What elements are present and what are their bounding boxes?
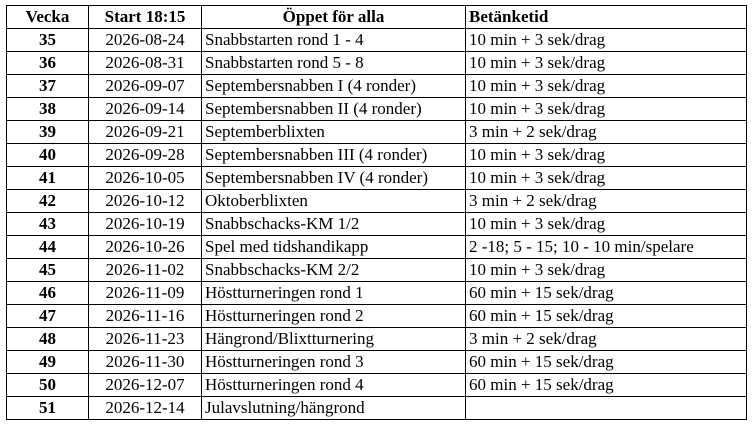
event-cell: Septemberblixten (202, 121, 466, 144)
table-row (7, 351, 747, 374)
table-row (7, 29, 747, 52)
event-cell: Septembersnabben I (4 ronder) (202, 75, 466, 98)
event-cell: Snabbstarten rond 1 - 4 (202, 29, 466, 52)
week-cell: 37 (7, 75, 89, 98)
table-row (7, 236, 747, 259)
table-body (7, 29, 747, 420)
week-cell: 50 (7, 374, 89, 397)
table-header (7, 6, 747, 29)
event-cell: Höstturneringen rond 4 (202, 374, 466, 397)
week-cell: 41 (7, 167, 89, 190)
event-cell: Snabbstarten rond 5 - 8 (202, 52, 466, 75)
time-control-cell: 3 min + 2 sek/drag (466, 121, 747, 144)
date-cell: 2026-12-07 (89, 374, 202, 397)
date-cell: 2026-11-23 (89, 328, 202, 351)
time-control-cell: 3 min + 2 sek/drag (466, 328, 747, 351)
time-control-cell (466, 397, 747, 420)
event-cell: Septembersnabben III (4 ronder) (202, 144, 466, 167)
week-cell: 35 (7, 29, 89, 52)
time-control-cell: 10 min + 3 sek/drag (466, 98, 747, 121)
time-control-cell: 10 min + 3 sek/drag (466, 213, 747, 236)
week-cell: 51 (7, 397, 89, 420)
event-cell: Höstturneringen rond 1 (202, 282, 466, 305)
event-cell: Spel med tidshandikapp (202, 236, 466, 259)
event-cell: Höstturneringen rond 3 (202, 351, 466, 374)
header-week: Vecka (7, 6, 89, 29)
event-cell: Höstturneringen rond 2 (202, 305, 466, 328)
time-control-cell: 10 min + 3 sek/drag (466, 29, 747, 52)
event-cell: Septembersnabben II (4 ronder) (202, 98, 466, 121)
header-event: Öppet för alla (202, 6, 466, 29)
date-cell: 2026-08-24 (89, 29, 202, 52)
table-row (7, 52, 747, 75)
event-cell: Snabbschacks-KM 1/2 (202, 213, 466, 236)
time-control-cell: 10 min + 3 sek/drag (466, 259, 747, 282)
date-cell: 2026-09-07 (89, 75, 202, 98)
week-cell: 46 (7, 282, 89, 305)
table-row (7, 167, 747, 190)
date-cell: 2026-10-12 (89, 190, 202, 213)
time-control-cell: 10 min + 3 sek/drag (466, 144, 747, 167)
header-start: Start 18:15 (89, 6, 202, 29)
week-cell: 39 (7, 121, 89, 144)
table-row (7, 259, 747, 282)
date-cell: 2026-11-16 (89, 305, 202, 328)
date-cell: 2026-10-05 (89, 167, 202, 190)
table-row (7, 397, 747, 420)
header-row (7, 6, 747, 29)
table-row (7, 144, 747, 167)
time-control-cell: 2 -18; 5 - 15; 10 - 10 min/spelare (466, 236, 747, 259)
table-row (7, 374, 747, 397)
event-cell: Julavslutning/hängrond (202, 397, 466, 420)
time-control-cell: 3 min + 2 sek/drag (466, 190, 747, 213)
week-cell: 42 (7, 190, 89, 213)
table-row (7, 121, 747, 144)
date-cell: 2026-11-30 (89, 351, 202, 374)
date-cell: 2026-11-09 (89, 282, 202, 305)
week-cell: 47 (7, 305, 89, 328)
week-cell: 48 (7, 328, 89, 351)
week-cell: 43 (7, 213, 89, 236)
table-row (7, 305, 747, 328)
table-row (7, 98, 747, 121)
week-cell: 49 (7, 351, 89, 374)
table-row (7, 190, 747, 213)
week-cell: 40 (7, 144, 89, 167)
date-cell: 2026-09-28 (89, 144, 202, 167)
time-control-cell: 10 min + 3 sek/drag (466, 52, 747, 75)
table-row (7, 75, 747, 98)
date-cell: 2026-08-31 (89, 52, 202, 75)
date-cell: 2026-12-14 (89, 397, 202, 420)
table-row (7, 213, 747, 236)
date-cell: 2026-09-14 (89, 98, 202, 121)
date-cell: 2026-09-21 (89, 121, 202, 144)
table-row (7, 282, 747, 305)
time-control-cell: 60 min + 15 sek/drag (466, 282, 747, 305)
table-row (7, 328, 747, 351)
event-cell: Oktoberblixten (202, 190, 466, 213)
event-cell: Snabbschacks-KM 2/2 (202, 259, 466, 282)
week-cell: 38 (7, 98, 89, 121)
date-cell: 2026-10-26 (89, 236, 202, 259)
event-cell: Septembersnabben IV (4 ronder) (202, 167, 466, 190)
date-cell: 2026-11-02 (89, 259, 202, 282)
schedule-table (6, 5, 747, 420)
date-cell: 2026-10-19 (89, 213, 202, 236)
week-cell: 45 (7, 259, 89, 282)
header-time-control: Betänketid (466, 6, 747, 29)
time-control-cell: 60 min + 15 sek/drag (466, 374, 747, 397)
week-cell: 44 (7, 236, 89, 259)
time-control-cell: 60 min + 15 sek/drag (466, 305, 747, 328)
week-cell: 36 (7, 52, 89, 75)
time-control-cell: 10 min + 3 sek/drag (466, 167, 747, 190)
time-control-cell: 60 min + 15 sek/drag (466, 351, 747, 374)
event-cell: Hängrond/Blixtturnering (202, 328, 466, 351)
time-control-cell: 10 min + 3 sek/drag (466, 75, 747, 98)
